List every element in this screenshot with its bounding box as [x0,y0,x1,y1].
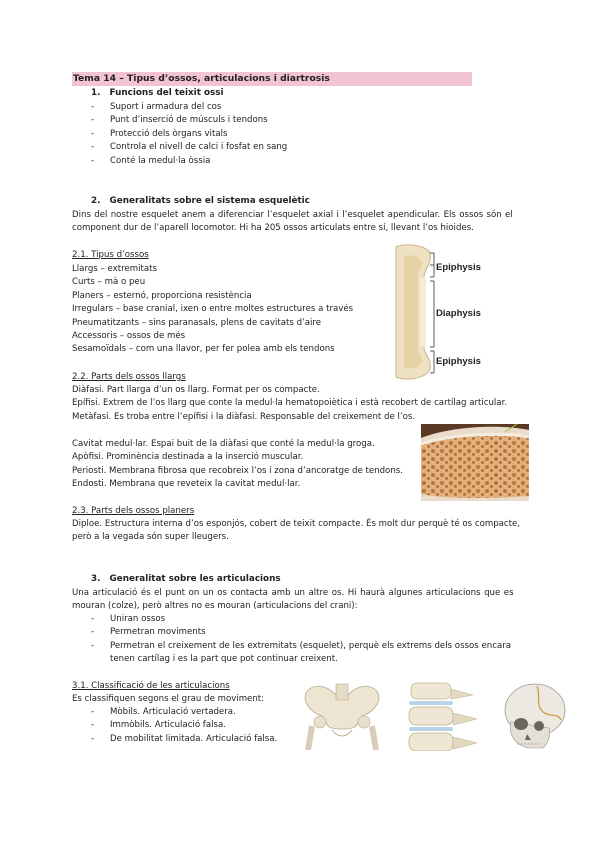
list-item: - Protecció dels òrgans vitals [91,128,228,139]
section-title: Generalitat sobre les articulacions [109,574,281,584]
section-number: 2. [91,196,101,206]
list-item: Sesamoïdals – com una llavor, per fer polea amb els tendons [72,344,335,355]
flat-bone-line-2: però a la vegada són super lleugers. [72,532,229,542]
list-item: Curts – mà o peu [72,277,146,288]
list-item: Planers – esternó, proporciona resistència [72,290,252,301]
list-item: Epífisi. Extrem de l’os llarg que conte la medul·la hematopoiètica i està recobert de cartílag articular. [72,398,508,409]
epiphysis-top-label: Epiphysis [436,262,481,273]
list-item: - Uniran ossos [91,614,166,624]
joint-functions-list [91,613,511,667]
list-item: Diàfasi. Part llarga d’un os llarg. Format per os compacte. [72,385,320,395]
spongy-bone-photo [421,424,529,501]
list-item: Apòfisi. Prominència destinada a la inserció muscular. [72,452,304,463]
bone-types-list [72,263,353,357]
list-item: - Permetran moviments [91,627,206,638]
section-2-intro-line-1: Dins del nostre esquelet anem a diferenciar l’esquelet axial i l’esquelet apendicular. Els ossos són el [72,210,513,220]
section-3-intro-line-1: Una articulació és el punt on un os contacta amb un altre os. Hi haurà algunes articulacions que es [72,588,514,598]
section-2-intro-line-2: component dur de l’aparell locomotor. Hi ha 205 ossos articulats entre sí, llevant l’os hioides. [72,223,474,233]
list-item: - Immòbils. Articulació falsa. [91,720,226,731]
list-item: - Mòbils. Articulació vertadera. [91,707,236,717]
list-item: - Controla el nivell de calci i fosfat en sang [91,142,288,153]
long-bone-parts-list-2 [72,438,403,492]
section-3-heading [91,573,281,586]
section-number: 3. [91,574,101,584]
subsection-2-1-heading: 2.1. Tipus d’ossos [72,250,149,260]
list-item: - Conté la medul·la òssia [91,155,211,166]
section-2-heading [91,195,310,208]
list-item: Periosti. Membrana fibrosa que recobreix l’os i zona d’ancoratge de tendons. [72,465,403,476]
section-title: Generalitats sobre el sistema esquelètic [109,196,310,206]
section-3-intro-line-2: mouran (colze), però altres no es mouran (articulacions del crani): [72,601,358,611]
list-item: Endosti. Membrana que reveteix la cavitat medul·lar. [72,479,301,490]
page-title: Tema 14 – Tipus d’ossos, articulacions i diartrosis [72,72,472,86]
section-number: 1. [91,88,101,98]
list-item: Cavitat medul·lar. Espai buit de la diàfasi que conté la medul·la groga. [72,439,375,449]
section-title: Funcions del teixit ossi [109,88,224,98]
long-bone-diagram [394,243,494,383]
subsection-2-2-heading: 2.2. Parts dels ossos llargs [72,372,186,382]
joint-classification-list [91,706,277,746]
list-item: Irregulars – base cranial, ixen o entre moltes estructures a través [72,304,354,315]
section-1-list [91,101,287,168]
epiphysis-bottom-label: Epiphysis [436,356,481,367]
list-item: Metàfasi. Es troba entre l’epífisi i la diàfasi. Responsable del creixement de l’os. [72,411,416,422]
list-item: Pneumatitzants – sins paranasals, plens de cavitats d’aire [72,317,322,328]
list-item: - Punt d’inserció de músculs i tendons [91,115,268,126]
spine-image [397,681,479,751]
section-1-heading [91,87,224,100]
list-item: tenen cartílag i es la part que pot continuar creixent. [110,654,338,665]
classification-intro: Es classifiquen segons el grau de moviment: [72,694,265,704]
subsection-3-1-heading: 3.1. Classificació de les articulacions [72,681,230,691]
list-item: Llargs – extremitats [72,264,157,274]
skull-image [497,682,567,750]
list-item: - Permetran el creixement de les extremitats (esquelet), perquè els extrems dels ossos encara [91,640,512,651]
subsection-2-3-heading: 2.3. Parts dels ossos planers [72,506,195,516]
diaphysis-label: Diaphysis [436,308,481,319]
list-item: - De mobilitat limitada. Articulació falsa. [91,733,278,744]
long-bone-parts-list [72,384,507,424]
pelvis-image [298,682,386,750]
list-item: - Suport i armadura del cos [91,102,222,112]
flat-bone-line-1: Diploe. Estructura interna d’os esponjós, cobert de teixit compacte. És molt dur perquè té os compacte, [72,519,521,529]
list-item: Accessoris – ossos de més [72,331,186,342]
